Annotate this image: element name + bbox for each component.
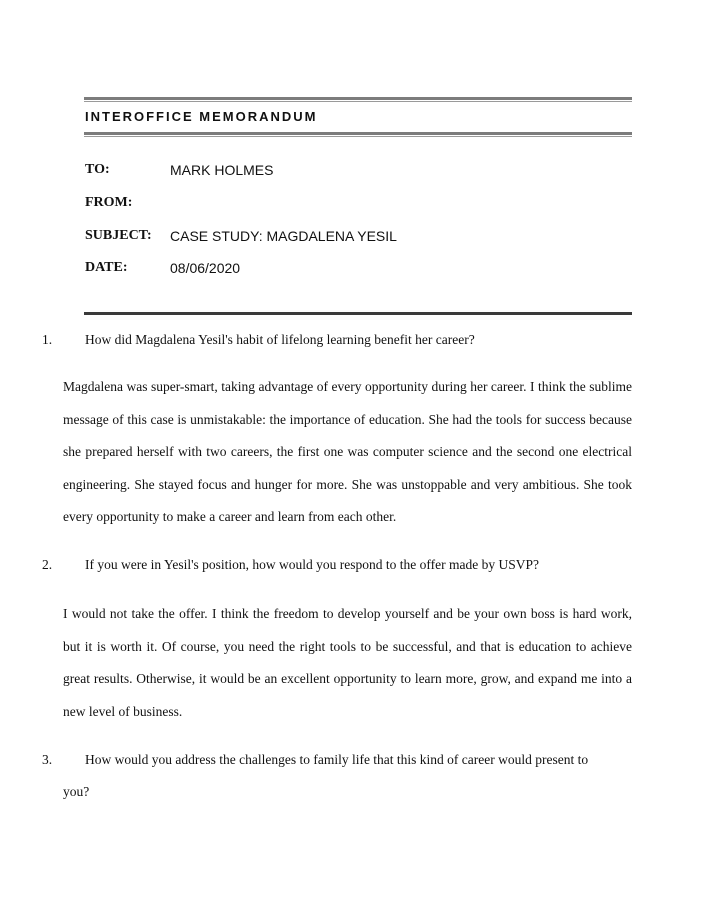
- date-label: DATE:: [85, 260, 128, 275]
- question-number: 2.: [42, 557, 53, 572]
- question-text-continued: you?: [63, 784, 90, 799]
- date-value: 08/06/2020: [170, 260, 241, 276]
- header-title-rule: [84, 132, 632, 137]
- answer-paragraph: Magdalena was super-smart, taking advantage of every opportunity during her career. I think the sublime message of this case is unmistakable: the importance of education. She had the tools for success because she prepared herself with two careers, the first one was computer science and the second one electrical engineering. She stayed focus and hunger for more. She was unstoppable and very ambitious. She took every opportunity to make a career and learn from each other.: [63, 379, 632, 524]
- memo-title: INTEROFFICE MEMORANDUM: [85, 109, 318, 124]
- subject-label: SUBJECT:: [85, 228, 152, 243]
- question-text: If you were in Yesil's position, how would you respond to the offer made by USVP?: [85, 557, 540, 572]
- header-bottom-rule: [84, 312, 632, 315]
- question-number: 3.: [42, 752, 53, 767]
- question-number: 1.: [42, 332, 53, 347]
- question-text: How would you address the challenges to family life that this kind of career would present to: [85, 752, 589, 767]
- subject-value: CASE STUDY: MAGDALENA YESIL: [170, 228, 397, 244]
- to-label: TO:: [85, 162, 110, 177]
- question-text: How did Magdalena Yesil's habit of lifelong learning benefit her career?: [85, 332, 475, 347]
- to-value: MARK HOLMES: [170, 162, 274, 178]
- header-top-rule: [84, 97, 632, 102]
- from-label: FROM:: [85, 195, 133, 210]
- answer-paragraph: I would not take the offer. I think the freedom to develop yourself and be your own boss is hard work, but it is worth it. Of course, you need the right tools to be successful, and that is education to achieve great results. Otherwise, it would be an excellent opportunity to learn more, grow, and expand me into a new level of business.: [63, 606, 632, 719]
